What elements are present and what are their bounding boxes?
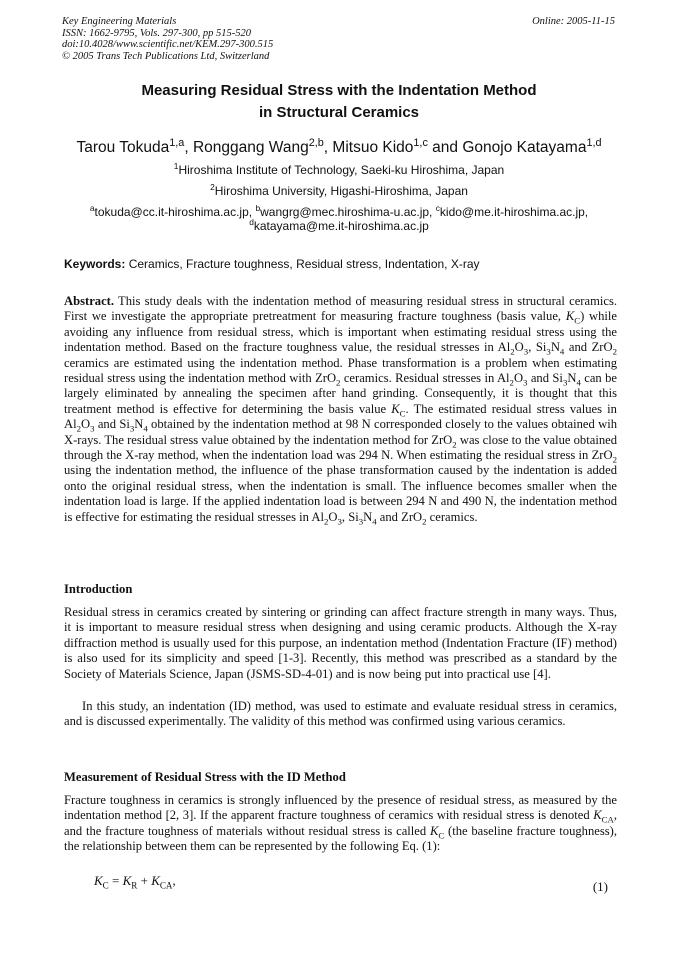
chem: Al xyxy=(64,417,77,432)
chem-sub: 3 xyxy=(337,516,342,527)
math-sub: C xyxy=(438,830,445,841)
issn-line: ISSN: 1662-9795, Vols. 297-300, pp 515-520 xyxy=(62,27,251,39)
math-punct: , xyxy=(172,873,176,888)
keywords xyxy=(64,257,617,271)
text-run: ceramics. xyxy=(426,509,478,524)
journal-name: Key Engineering Materials xyxy=(62,16,177,27)
chem-sub: 2 xyxy=(452,439,457,450)
math-sub: C xyxy=(574,315,581,326)
chem: Al xyxy=(496,371,510,386)
text-run: and xyxy=(564,340,592,355)
intro-paragraph-1: Residual stress in ceramics created by sintering or grinding can affect fracture strength in many ways. Thus, it is important to measure residual stress when designing and using ceramic products. Although the X-ray diffraction method is usually used for this purpose, an indentation method (Indentation Fracture (IF) method) is also used for its simplicity and speed [1-3]. Recently, this method was prescribed as a standard by the Society of Materials Science, Japan (JSMS-SD-4-01) and is now being put into practical use [4]. xyxy=(64,605,617,681)
text-run: , xyxy=(341,509,349,524)
math-symbol: K xyxy=(94,873,103,888)
keywords-label: Keywords: xyxy=(64,257,126,271)
chem-sub: 2 xyxy=(336,377,341,388)
intro-paragraph-2: In this study, an indentation (ID) method, was used to estimate and evaluate residual stress in ceramics, and is discussed experimentally. The validity of this method was confirmed using various ceramics. xyxy=(64,699,617,729)
author-sep: and xyxy=(427,139,463,156)
chem-sub: 3 xyxy=(358,516,364,527)
author-name: Gonojo Katayama xyxy=(462,139,587,156)
copyright-line: © 2005 Trans Tech Publications Ltd, Switzerland xyxy=(62,50,270,62)
email-link[interactable]: katayama@me.it-hiroshima.ac.jp xyxy=(253,219,429,233)
affiliation-text: Hiroshima Institute of Technology, Saeki-ku Hiroshima, Japan xyxy=(178,163,505,177)
text-run: obtained by the indentation method at 98 N corresponded closely to the values obtained wih X-rays. The residual stress value obtained by the indentation method for xyxy=(64,417,617,447)
math-sub: C xyxy=(102,880,109,891)
math-operator: + xyxy=(137,873,152,888)
math-symbol: K xyxy=(565,309,575,324)
chem-sub: 3 xyxy=(546,346,551,357)
text-run: (the baseline fracture toughness), the relationship between them can be represented by the following Eq. (1): xyxy=(64,823,617,854)
text-run: was close to the value obtained through the X-ray method, when the indentation load was 294 N. When estimating the residual stress in xyxy=(64,432,617,463)
math-sub: R xyxy=(131,880,138,891)
author-name: Ronggang Wang xyxy=(192,139,309,156)
chem-sub: 4 xyxy=(559,346,565,357)
chem: Al xyxy=(311,509,324,524)
email-sup: c xyxy=(435,203,440,213)
abstract-paragraph xyxy=(64,294,617,525)
math-symbol: K xyxy=(122,873,132,888)
chem: N xyxy=(550,340,560,355)
chem: ZrO xyxy=(315,371,337,386)
affiliation-text: Hiroshima University, Higashi-Hiroshima, Japan xyxy=(214,184,468,198)
affiliation-2 xyxy=(0,184,678,198)
math-operator: = xyxy=(108,873,123,888)
measurement-paragraph xyxy=(64,793,617,855)
text-run: , xyxy=(528,340,536,355)
text-run: ) while avoiding any influence from residual stress, which is important when estimating residual stress using the indentation method. Based on the fracture toughness value, the residual stresses in xyxy=(64,309,618,355)
math-symbol: K xyxy=(429,823,439,838)
chem-sub: 3 xyxy=(90,423,95,434)
chem-sub: 3 xyxy=(523,346,529,357)
chem: O xyxy=(514,340,524,355)
chem-sub: 2 xyxy=(76,423,81,434)
running-header xyxy=(62,16,615,62)
author-sup: 1,d xyxy=(586,136,602,149)
chem: Al xyxy=(497,340,511,355)
keywords-text: Ceramics, Fracture toughness, Residual stress, Indentation, X-ray xyxy=(128,257,480,271)
math-symbol: K xyxy=(391,401,400,416)
chem: N xyxy=(363,509,373,524)
math-symbol: K xyxy=(151,873,160,888)
chem: O xyxy=(328,509,338,524)
chem: N xyxy=(134,417,144,432)
online-date: Online: 2005-11-15 xyxy=(532,16,615,27)
email-list xyxy=(70,205,608,233)
author-sep: , xyxy=(323,139,333,156)
chem-sub: 2 xyxy=(510,346,515,357)
affiliation-1 xyxy=(0,163,678,177)
chem: ZrO xyxy=(591,340,613,355)
author-sup: 2,b xyxy=(308,136,324,149)
email-sup: d xyxy=(249,217,254,227)
text-run: and xyxy=(527,371,553,386)
text-run: and xyxy=(94,417,120,432)
author-list xyxy=(0,136,678,157)
math-sub: C xyxy=(399,408,406,419)
email-link[interactable]: wangrg@mec.hiroshima-u.ac.jp, xyxy=(260,205,436,219)
equation-1 xyxy=(94,873,176,889)
chem-sub: 2 xyxy=(422,516,427,527)
section-heading-measurement: Measurement of Residual Stress with the ID Method xyxy=(64,770,346,784)
text-run: can be largely eliminated by annealing the specimen after hand grinding. Consequently, it is thought that this treatment method is effective for determining the basis value xyxy=(64,371,617,416)
author-sep: , xyxy=(184,139,193,156)
email-sup: a xyxy=(89,203,95,213)
section-heading-introduction: Introduction xyxy=(64,582,133,596)
chem: Si xyxy=(535,340,547,355)
chem: Si xyxy=(348,509,359,524)
email-link[interactable]: tokuda@cc.it-hiroshima.ac.jp, xyxy=(94,205,256,219)
author-sup: 1,c xyxy=(413,136,428,149)
text-run: , and the fracture toughness of materials without residual stress is called xyxy=(64,808,617,838)
math-sub: CA xyxy=(601,814,614,825)
title-line-1: Measuring Residual Stress with the Indentation Method xyxy=(141,82,537,99)
affiliation-sup: 2 xyxy=(210,182,215,192)
math-sub: CA xyxy=(159,880,173,891)
text-run: Fracture toughness in ceramics is strongly influenced by the presence of residual stress, as measured by the indentation method [2, 3]. If the apparent fracture toughness of ceramics with residual stress is denoted xyxy=(64,793,617,823)
chem: ZrO xyxy=(431,432,453,447)
text-run: . The estimated residual stress values in xyxy=(405,401,617,416)
chem-sub: 2 xyxy=(509,377,514,388)
abstract-label: Abstract. xyxy=(64,294,115,308)
chem: O xyxy=(513,371,524,386)
chem: O xyxy=(81,417,91,432)
chem: N xyxy=(567,371,577,386)
chem-sub: 4 xyxy=(143,423,148,434)
text-run: and xyxy=(376,509,402,524)
math-symbol: K xyxy=(593,808,602,823)
paper-title xyxy=(0,80,678,124)
affiliation-sup: 1 xyxy=(173,161,179,171)
chem: ZrO xyxy=(591,448,613,463)
author-sup: 1,a xyxy=(169,136,185,149)
chem: ZrO xyxy=(401,509,423,524)
chem: Si xyxy=(119,417,130,432)
title-line-2: in Structural Ceramics xyxy=(258,104,420,121)
author-name: Mitsuo Kido xyxy=(332,139,414,156)
text-run: This study deals with the indentation method of measuring residual stress in structural ceramics. First we investigate the appropriate pretreatment for measuring fracture toughness (basis value, xyxy=(64,294,617,324)
chem-sub: 4 xyxy=(576,377,581,388)
doi-line: doi:10.4028/www.scientific.net/KEM.297-300.515 xyxy=(62,39,274,50)
text-run: ceramics. Residual stresses in xyxy=(340,371,497,386)
chem-sub: 2 xyxy=(612,346,617,357)
chem-sub: 3 xyxy=(562,377,568,388)
email-sup: b xyxy=(255,203,261,213)
author-name: Tarou Tokuda xyxy=(76,139,170,156)
equation-number: (1) xyxy=(592,879,608,894)
chem: Si xyxy=(552,371,563,386)
text-run: ceramics are estimated using the indentation method. Phase transformation is a problem when estimating residual stress using the indentation method with xyxy=(64,355,617,386)
text-run: using the indentation method, the influence of the phase transformation caused by the indentation is added onto the original residual stress, when the indentation is small. The influence becomes smaller when the indentation load is large. If the applied indentation load is between 294 N and 490 N, the indentation method is effective for estimating the residual stresses in xyxy=(64,463,617,524)
chem-sub: 3 xyxy=(129,423,135,434)
email-link[interactable]: kido@me.it-hiroshima.ac.jp, xyxy=(439,205,589,219)
chem-sub: 3 xyxy=(523,377,528,388)
chem-sub: 2 xyxy=(323,516,329,527)
chem-sub: 2 xyxy=(612,454,617,465)
chem-sub: 4 xyxy=(372,516,377,527)
